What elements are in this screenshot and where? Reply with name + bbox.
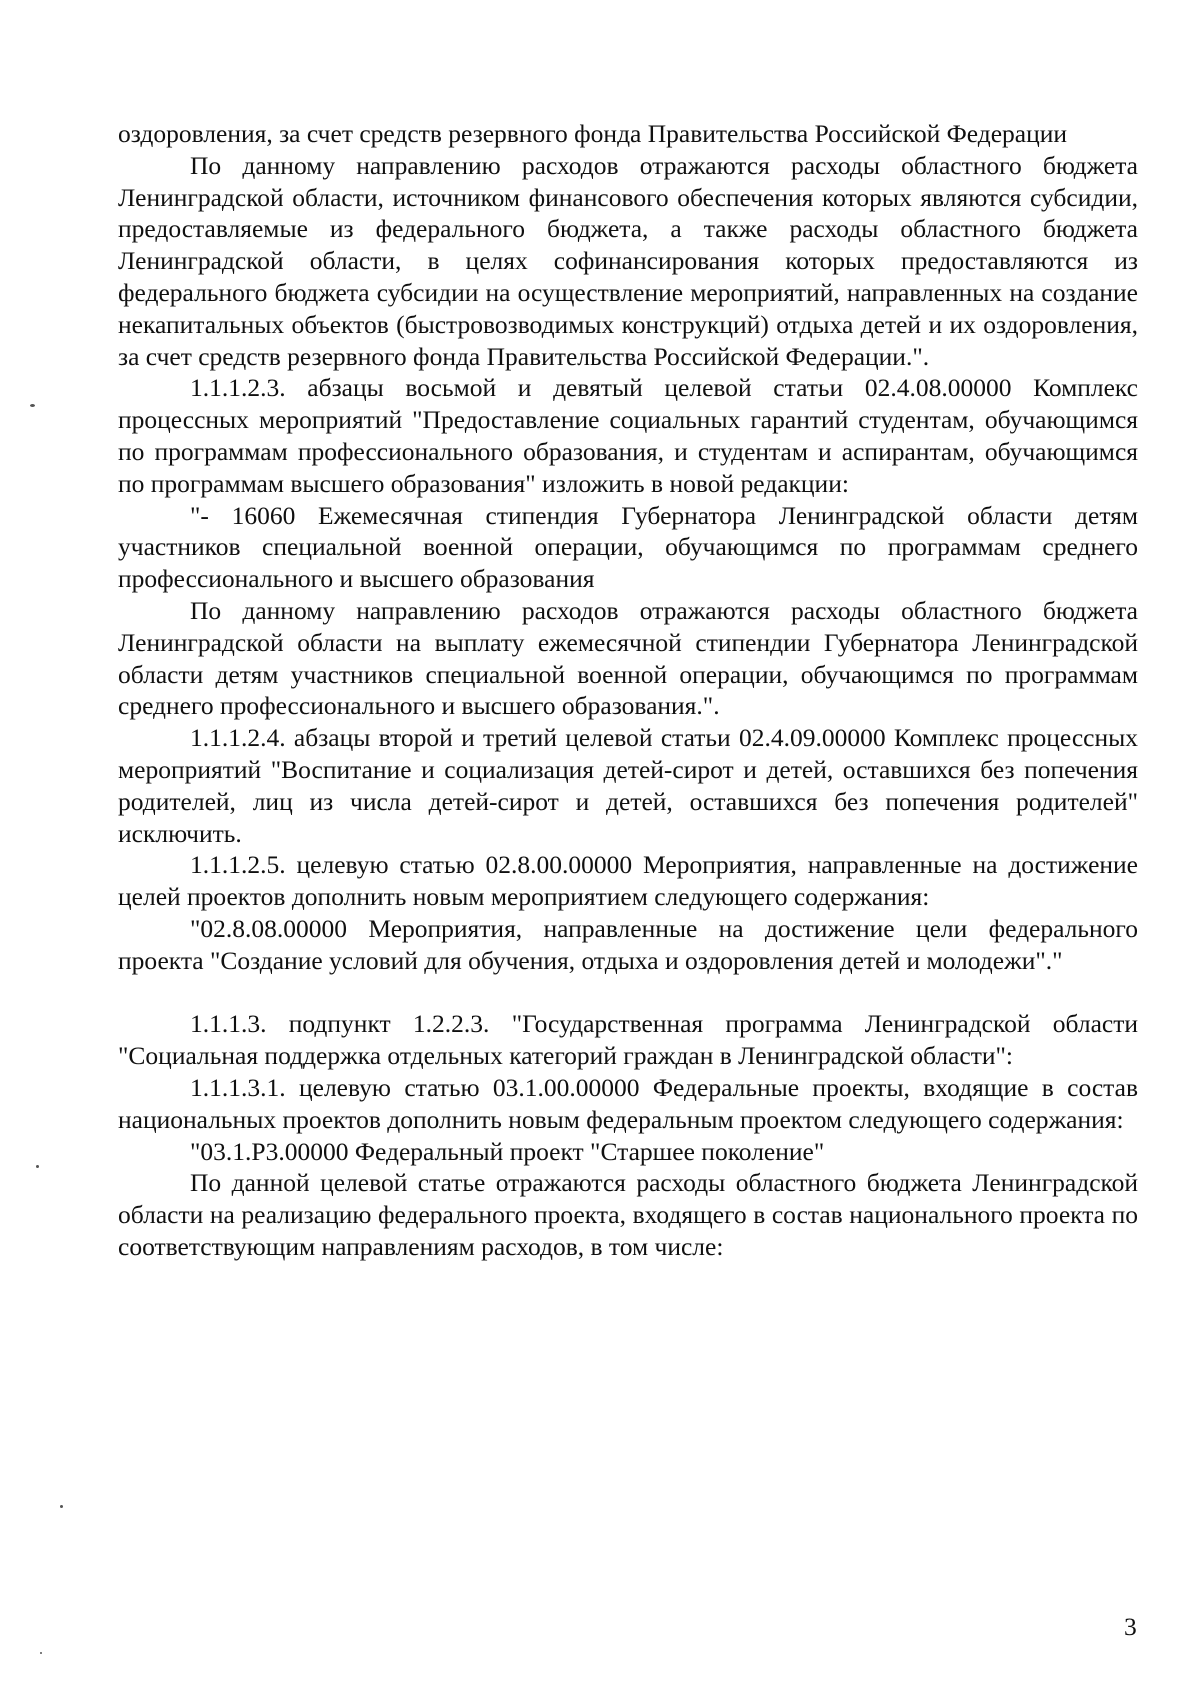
paragraph-item-1-1-1-3-1: 1.1.1.3.1. целевую статью 03.1.00.00000 Федеральные проекты, входящие в состав национальных проектов дополнить новым федеральным проектом следующего содержания: xyxy=(118,1072,1138,1134)
scan-speck xyxy=(40,1652,42,1654)
paragraph-item-1-1-1-2-4: 1.1.1.2.4. абзацы второй и третий целевой статьи 02.4.09.00000 Комплекс процессных мероприятий "Воспитание и социализация детей-сирот и детей, оставшихся без попечения родителей, лиц из числа детей-сирот и детей, оставшихся без попечения родителей" исключить. xyxy=(118,723,1138,848)
paragraph-target-article-description: По данной целевой статье отражаются расходы областного бюджета Ленинградской области на реализацию федерального проекта, входящего в состав национального проекта по соответствующим направлениям расходов, в том числе: xyxy=(118,1168,1138,1261)
paragraph-expenses-description: По данному направлению расходов отражаются расходы областного бюджета Ленинградской области, источником финансового обеспечения которых являются субсидии, предоставляемые из федерального бюджета, а также расходы областного бюджета Ленинградской области, в целях софинансирования которых предоставляются из федерального бюджета субсидии на осуществление мероприятий, направленных на создание некапитальных объектов (быстровозводимых конструкций) отдыха детей и их оздоровления, за счет средств резервного фонда Правительства Российской Федерации.". xyxy=(118,150,1138,371)
scan-speck xyxy=(30,404,35,407)
paragraph-item-1-1-1-2-3: 1.1.1.2.3. абзацы восьмой и девятый целевой статьи 02.4.08.00000 Комплекс процессных мероприятий "Предоставление социальных гарантий студентам, обучающимся по программам профессионального образования, и студентам и аспирантам, обучающимся по программам высшего образования" изложить в новой редакции: xyxy=(118,373,1138,498)
paragraph-continuation: оздоровления, за счет средств резервного фонда Правительства Российской Федерации xyxy=(118,119,1068,148)
document-body xyxy=(118,118,1138,1263)
paragraph-item-1-1-1-3: 1.1.1.3. подпункт 1.2.2.3. "Государственная программа Ленинградской области "Социальная поддержка отдельных категорий граждан в Ленинградской области": xyxy=(118,1009,1138,1071)
scan-speck xyxy=(60,1505,63,1508)
paragraph-measure-02-8-08: "02.8.08.00000 Мероприятия, направленные на достижение цели федерального проекта "Создание условий для обучения, отдыха и оздоровления детей и молодежи"." xyxy=(118,913,1138,975)
scan-speck xyxy=(36,1165,39,1168)
paragraph-scholarship-description: По данному направлению расходов отражаются расходы областного бюджета Ленинградской области на выплату ежемесячной стипендии Губернатора Ленинградской области детям участников специальной военной операции, обучающимся по программам среднего профессионального и высшего образования.". xyxy=(118,595,1138,721)
paragraph-scholarship-16060: "- 16060 Ежемесячная стипендия Губернатора Ленинградской области детям участников специальной военной операции, обучающимся по программам среднего профессионального и высшего образования xyxy=(118,500,1138,594)
paragraph-item-1-1-1-2-5: 1.1.1.2.5. целевую статью 02.8.00.00000 Мероприятия, направленные на достижение целей проектов дополнить новым мероприятием следующего содержания: xyxy=(118,850,1138,912)
paragraph-project-older-generation: "03.1.Р3.00000 Федеральный проект "Старшее поколение" xyxy=(190,1136,825,1166)
page-number: 3 xyxy=(1124,1612,1137,1641)
